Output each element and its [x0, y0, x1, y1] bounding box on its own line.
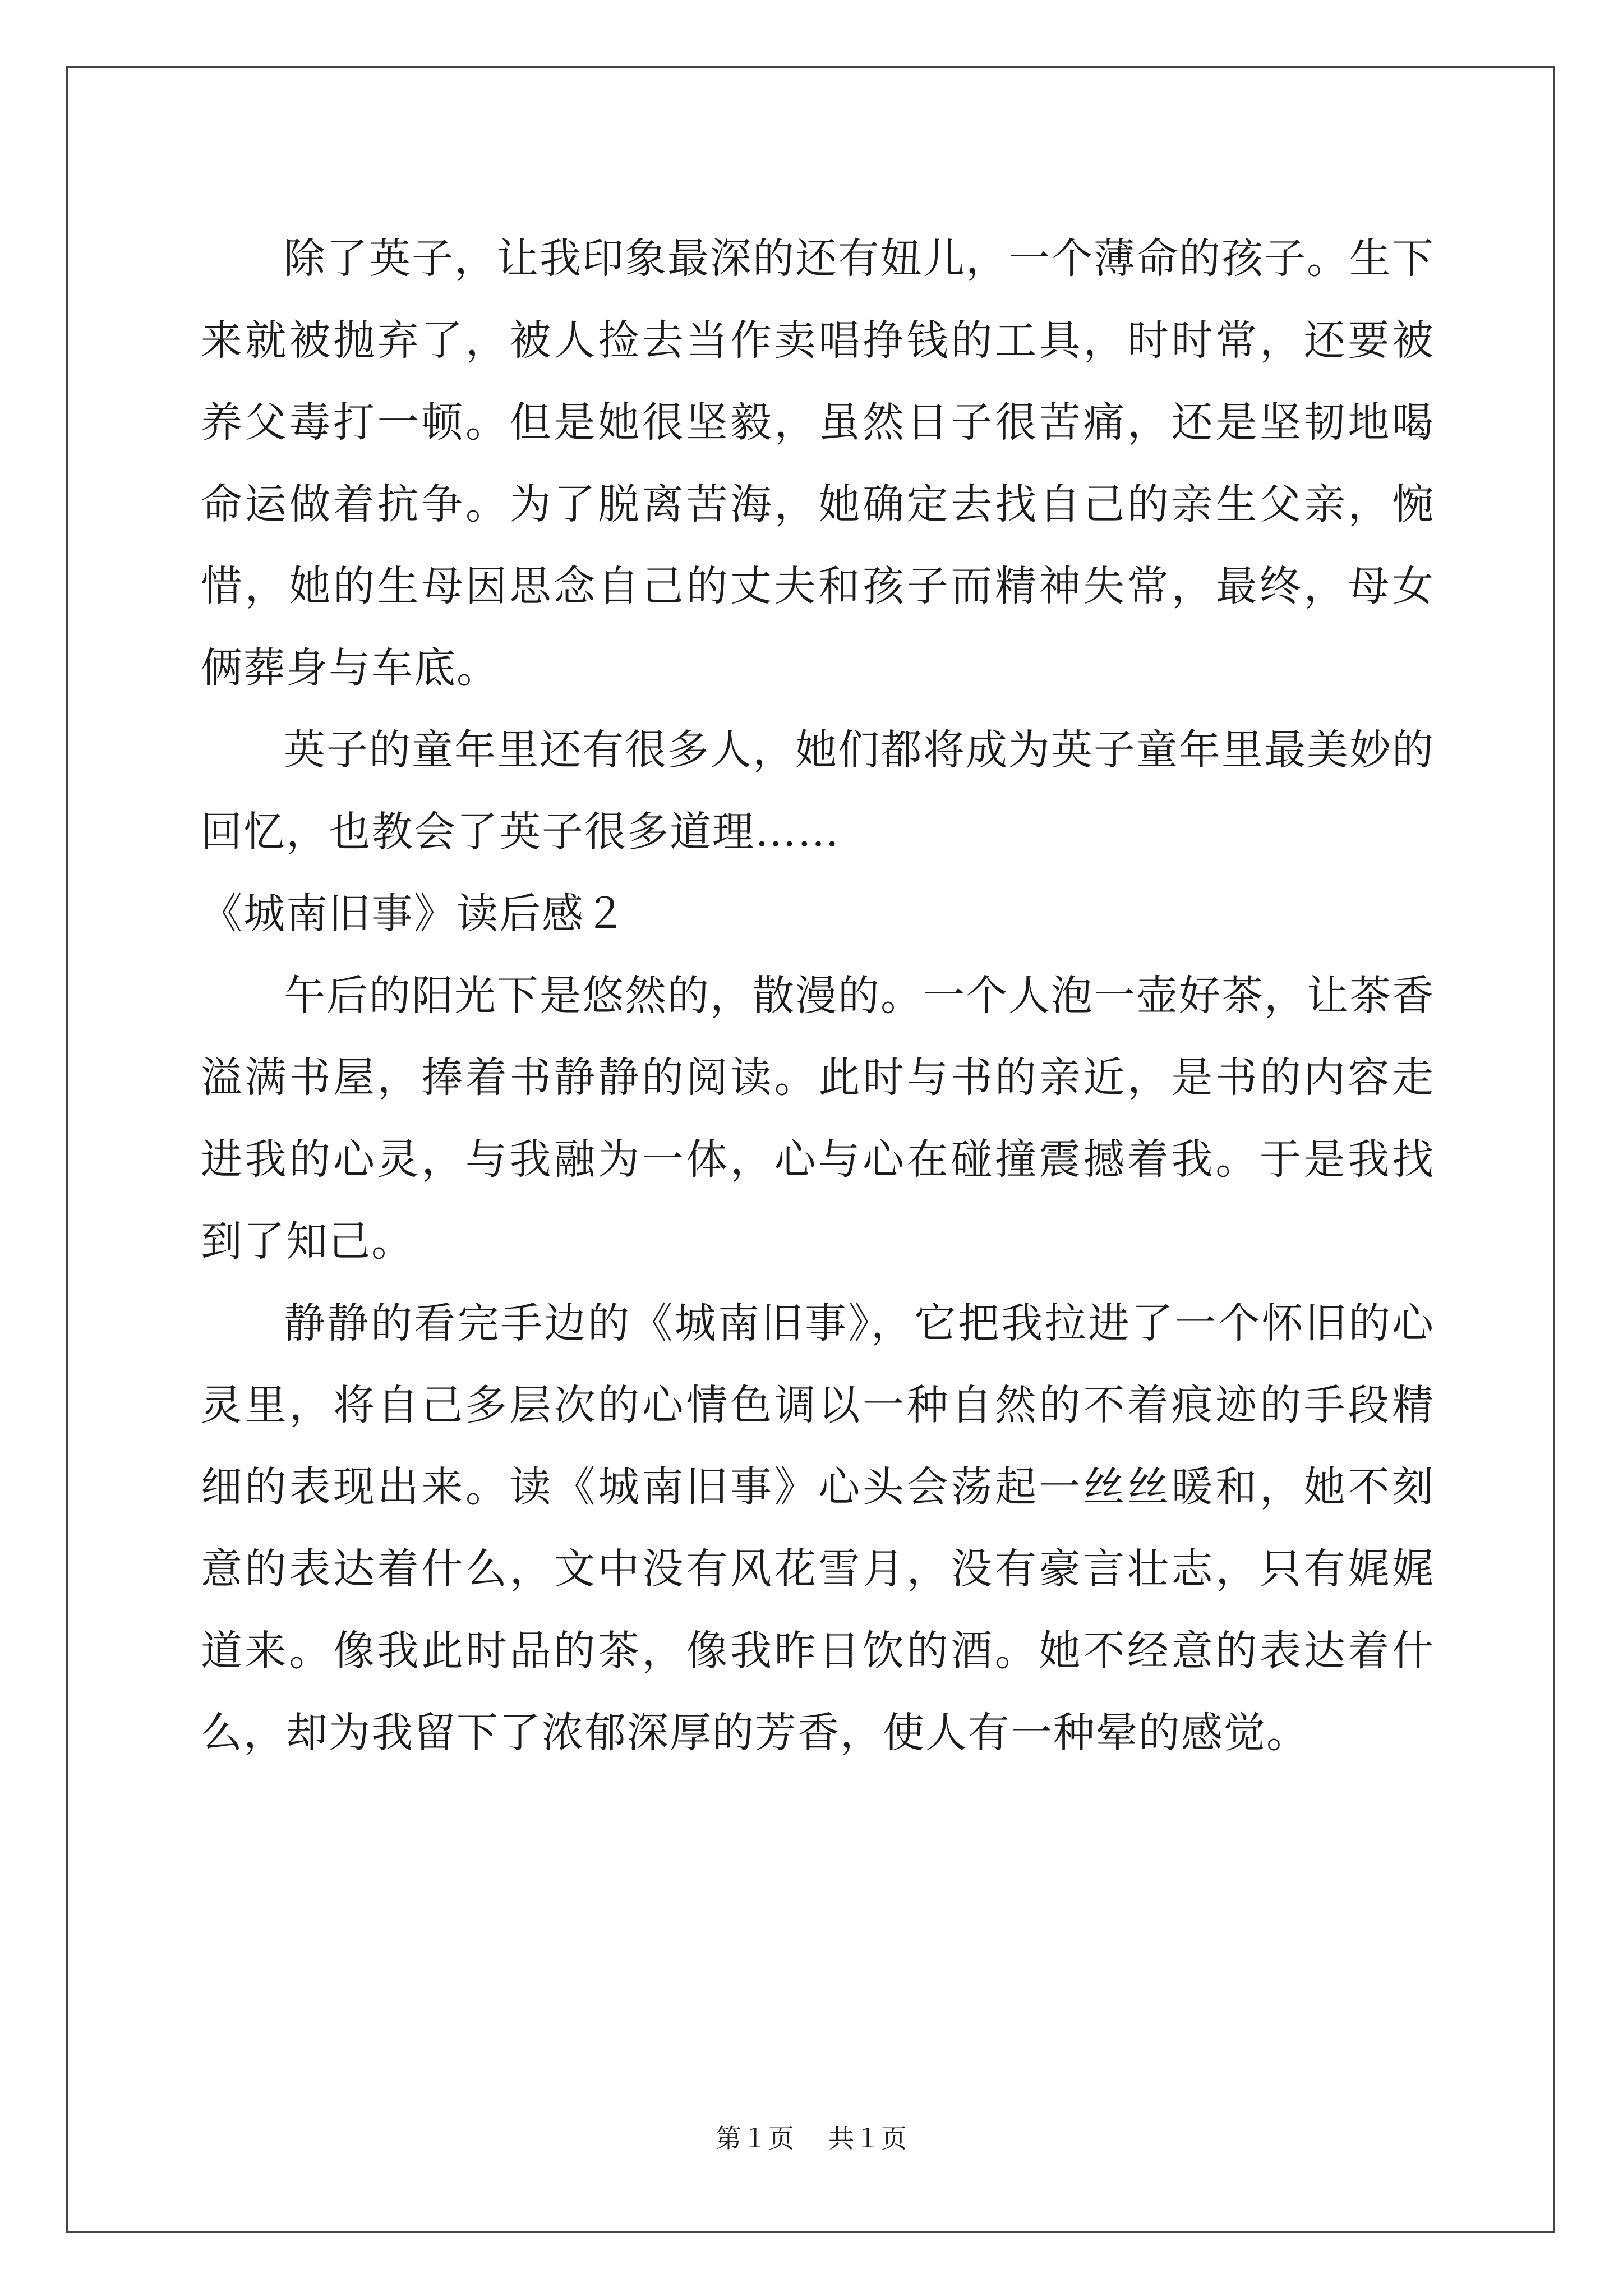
- paragraph: 英子的童年里还有很多人，她们都将成为英子童年里最美妙的回忆，也教会了英子很多道理……: [201, 726, 1435, 856]
- paragraph: 除了英子，让我印象最深的还有妞儿，一个薄命的孩子。生下来就被抛弃了，被人捡去当作卖唱挣钱的工具，时时常，还要被养父毒打一顿。但是她很坚毅，虽然日子很苦痛，还是坚韧地喝命运做着抗争。为了脱离苦海，她确定去找自己的亲生父亲，惋惜，她的生母因思念自己的丈夫和孩子而精神失常，最终，母女俩葬身与车底。: [201, 234, 1435, 692]
- section-title: 《城南旧事》读后感２: [201, 890, 627, 938]
- document-body: [201, 218, 1435, 1774]
- page-total: 共１页: [828, 2123, 907, 2154]
- page-footer: [0, 2122, 1623, 2155]
- paragraph: 静静的看完手边的《城南旧事》，它把我拉进了一个怀旧的心灵里，将自己多层次的心情色调以一种自然的不着痕迹的手段精细的表现出来。读《城南旧事》心头会荡起一丝丝暖和，她不刻意的表达着什么，文中没有风花雪月，没有豪言壮志，只有娓娓道来。像我此时品的茶，像我昨日饮的酒。她不经意的表达着什么，却为我留下了浓郁深厚的芳香，使人有一种晕的感觉。: [201, 1299, 1435, 1757]
- paragraph: 午后的阳光下是悠然的，散漫的。一个人泡一壶好茶，让茶香溢满书屋，捧着书静静的阅读。此时与书的亲近，是书的内容走进我的心灵，与我融为一体，心与心在碰撞震撼着我。于是我找到了知己。: [201, 972, 1435, 1266]
- page-number: 第１页: [716, 2123, 795, 2154]
